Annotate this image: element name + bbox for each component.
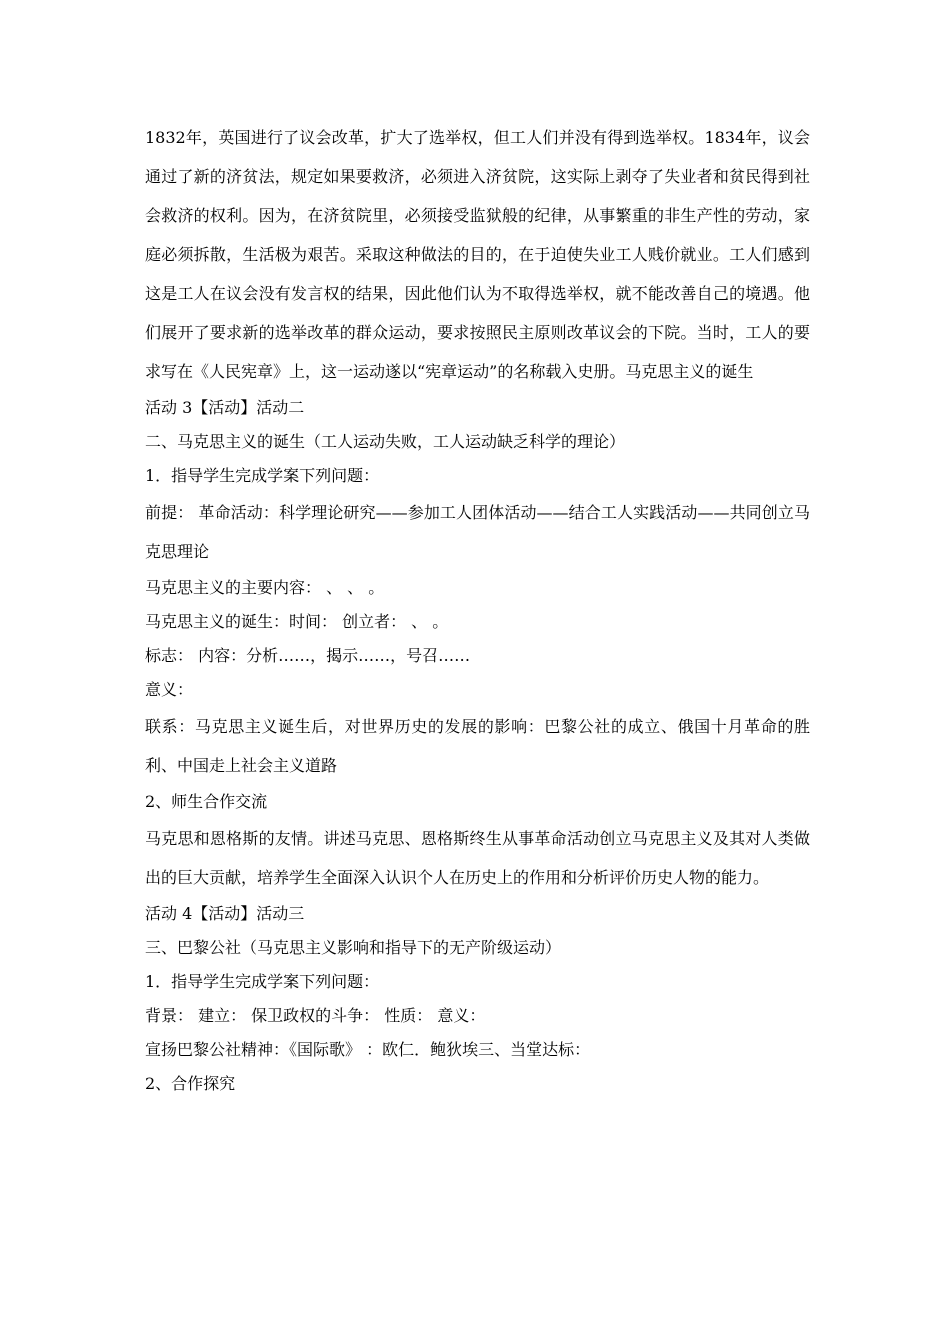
activity-3-heading: 活动 3【活动】活动二: [145, 398, 305, 417]
section-2-connection: 联系：马克思主义诞生后，对世界历史的发展的影响：巴黎公社的成立、俄国十月革命的胜利、中国走上社会主义道路: [145, 717, 810, 775]
section-2-sign: 标志： 内容：分析……，揭示……，号召……: [145, 646, 471, 665]
intro-paragraph: 1832年，英国进行了议会改革，扩大了选举权，但工人们并没有得到选举权。1834年，议会通过了新的济贫法，规定如果要救济，必须进入济贫院，这实际上剥夺了失业者和贫民得到社会救济的权利。因为，在济贫院里，必须接受监狱般的纪律，从事繁重的非生产性的劳动，家庭必须拆散，生活极为艰苦。采取这种做法的目的，在于迫使失业工人贱价就业。工人们感到这是工人在议会没有发言权的结果，因此他们认为不取得选举权，就不能改善自己的境遇。他们展开了要求新的选举改革的群众运动，要求按照民主原则改革议会的下院。当时，工人的要求写在《人民宪章》上，这一运动遂以“宪章运动”的名称载入史册。马克思主义的诞生: [145, 128, 810, 381]
section-2-birth: 马克思主义的诞生：时间： 创立者： 、 。: [145, 612, 449, 631]
section-2-title: 二、马克思主义的诞生（工人运动失败，工人运动缺乏科学的理论）: [145, 432, 626, 451]
section-2-item-2: 2、师生合作交流: [145, 792, 268, 811]
section-2-friendship: 马克思和恩格斯的友情。讲述马克思、恩格斯终生从事革命活动创立马克思主义及其对人类做出的巨大贡献，培养学生全面深入认识个人在历史上的作用和分析评价历史人物的能力。: [145, 829, 810, 887]
section-2-significance: 意义：: [145, 680, 194, 699]
section-3-title: 三、巴黎公社（马克思主义影响和指导下的无产阶级运动）: [145, 938, 562, 957]
section-3-spirit: 宣扬巴黎公社精神：《国际歌》 ：欧仁．鲍狄埃三、当堂达标：: [145, 1040, 591, 1059]
section-2-premise: 前提： 革命活动：科学理论研究——参加工人团体活动——结合工人实践活动——共同创立马克思理论: [145, 503, 810, 561]
section-2-main-content: 马克思主义的主要内容： 、 、 。: [145, 578, 385, 597]
section-3-questions: 背景： 建立： 保卫政权的斗争： 性质： 意义：: [145, 1006, 486, 1025]
document-body: [145, 118, 810, 1101]
activity-4-heading: 活动 4【活动】活动三: [145, 904, 305, 923]
section-3-item-1: 1．指导学生完成学案下列问题：: [145, 972, 380, 991]
section-2-item-1: 1．指导学生完成学案下列问题：: [145, 466, 380, 485]
section-3-item-2: 2、合作探究: [145, 1074, 236, 1093]
